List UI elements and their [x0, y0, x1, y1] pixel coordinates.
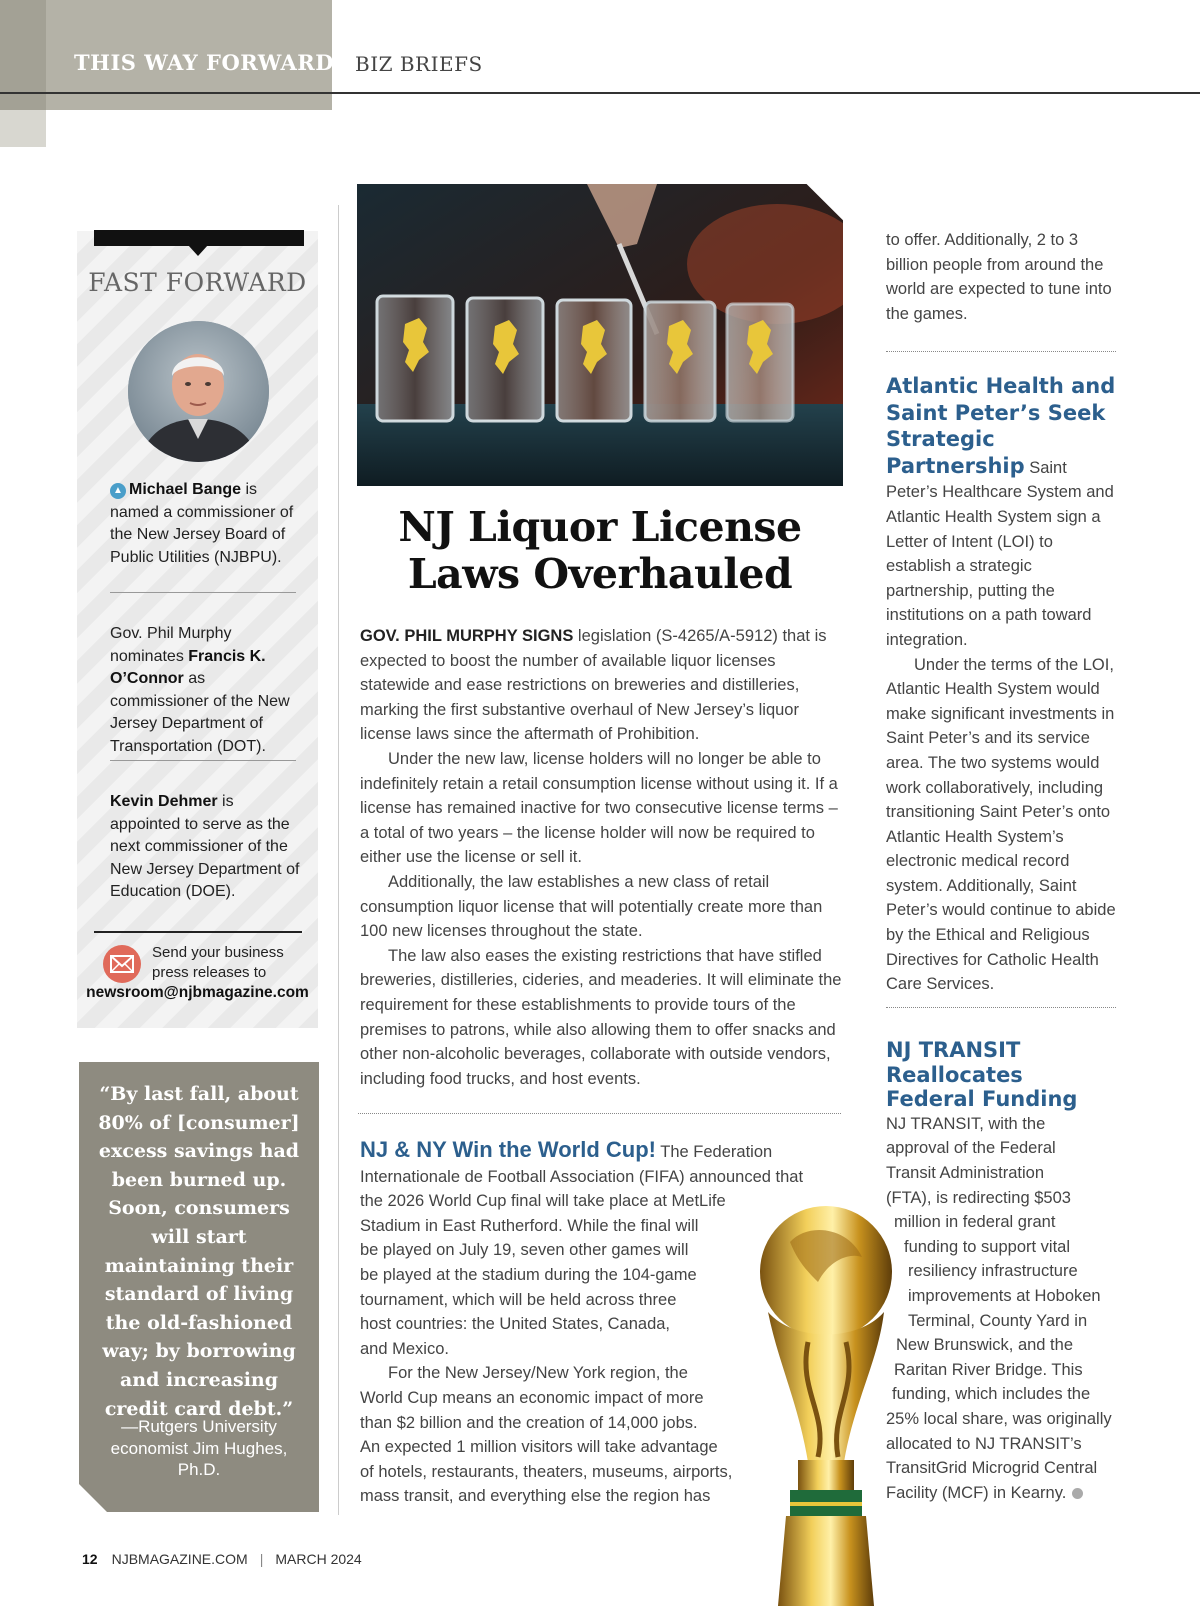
page-number: 12 — [82, 1551, 98, 1567]
transit-line-text: Facility (MCF) in Kearny. — [886, 1483, 1067, 1502]
world-cup-heading: NJ & NY Win the World Cup! — [360, 1137, 656, 1162]
header-band-tab — [0, 110, 46, 147]
world-cup-line: mass transit, and everything else the region has — [360, 1487, 711, 1506]
transit-line: Transit Administration — [886, 1163, 1045, 1182]
paragraph-text: Saint Peter’s Healthcare System and Atlantic Health System sign a Letter of Intent (LOI) to establish a strategic partnership, putting the institutions on a path toward integration. — [886, 458, 1114, 649]
appointment-prefix: Gov. Phil Murphy nominates — [110, 625, 232, 665]
atlantic-health-article — [886, 374, 1118, 997]
article-divider — [358, 1113, 841, 1114]
transit-heading: NJ TRANSIT Reallocates Federal Funding — [886, 1038, 1078, 1112]
transit-line: New Brunswick, and the — [896, 1336, 1073, 1355]
up-arrow-icon: ▲ — [110, 483, 126, 499]
transit-line — [886, 1481, 1118, 1506]
mail-icon — [103, 945, 141, 983]
issue-date: MARCH 2024 — [275, 1551, 362, 1567]
bar-photo-illustration — [357, 184, 843, 486]
world-cup-line: than $2 billion and the creation of 14,000 jobs. — [360, 1413, 698, 1432]
appointment-text: is appointed to serve as the next commissioner of the New Jersey Department of Education (DOE). — [110, 793, 300, 900]
transit-line: allocated to NJ TRANSIT’s — [886, 1434, 1082, 1453]
world-cup-line: of hotels, restaurants, theaters, museums, airports, — [360, 1462, 733, 1481]
paragraph-text: legislation (S-4265/A-5912) that is expected to boost the number of available liquor licenses statewide and ease restrictions on breweries and distilleries, marking the first substantive overhaul of New Jersey’s liquor license laws since the aftermath of Prohibition. — [360, 627, 827, 744]
fast-forward-topbar — [94, 230, 304, 246]
paragraph: to offer. Additionally, 2 to 3 billion people from around the world are expected to tune into the games. — [886, 231, 1112, 323]
shot-glasses-photo — [357, 184, 843, 486]
world-cup-line: World Cup means an economic impact of more — [360, 1388, 704, 1407]
transit-line: (FTA), is redirecting $503 — [886, 1188, 1071, 1207]
sidebar-divider — [110, 760, 296, 761]
subsection-title: BIZ BRIEFS — [355, 52, 483, 76]
transit-line: million in federal grant — [894, 1213, 1056, 1232]
page-footer — [82, 1551, 362, 1567]
nj-transit-article — [886, 1038, 1118, 1505]
fast-forward-title: FAST FORWARD — [88, 268, 307, 297]
world-cup-continuation — [886, 228, 1118, 326]
world-cup-line: Internationale de Football Association (FIFA) announced that — [360, 1167, 804, 1186]
column-rule — [338, 205, 339, 1515]
appointment-bange — [110, 479, 300, 569]
paragraph: Under the terms of the LOI, Atlantic Health System would make significant investments in Saint Peter’s and its service area. The two systems would work collaboratively, including transitioning Saint Peter’s onto Atlantic Health System’s electronic medical record system. Additionally, Saint Peter’s would continue to abide by the Ethical and Religious Directives for Catholic Health Care Services. — [886, 655, 1116, 994]
appointment-oconnor — [110, 623, 300, 758]
transit-line: Terminal, County Yard in — [908, 1311, 1088, 1330]
transit-line: funding, which includes the — [892, 1385, 1091, 1404]
appointment-dehmer — [110, 791, 300, 904]
avatar — [128, 321, 269, 462]
liquor-article-body — [360, 624, 844, 1091]
fast-forward-notch — [188, 245, 208, 256]
world-cup-line: An expected 1 million visitors will take advantage — [360, 1438, 718, 1457]
world-cup-text: The Federation — [655, 1143, 773, 1161]
world-cup-line: host countries: the United States, Canada, — [360, 1315, 671, 1334]
world-cup-line: For the New Jersey/New York region, the — [388, 1364, 688, 1383]
appointment-text: as commissioner of the New Jersey Department of Transportation (DOT). — [110, 670, 290, 755]
world-cup-line: the 2026 World Cup final will take place at MetLife — [360, 1192, 726, 1211]
newsroom-email-link[interactable]: newsroom@njbmagazine.com — [86, 984, 309, 1001]
portrait-photo — [128, 321, 269, 462]
world-cup-line: be played at the stadium during the 104-game — [360, 1265, 697, 1284]
header-rule — [0, 92, 1200, 94]
person-name: Kevin Dehmer — [110, 793, 218, 810]
paragraph: Under the new law, license holders will no longer be able to indefinitely retain a retail consumption license without using it. If a license has remained inactive for two consecutive license terms – a total of two years – the license holder will now be required to either use the license or sell it. — [360, 749, 838, 867]
transit-line: improvements at Hoboken — [908, 1286, 1101, 1305]
atlantic-heading: Atlantic Health and Saint Peter’s Seek Strategic Partnership — [886, 374, 1116, 478]
person-name: Michael Bange — [129, 481, 242, 498]
quote-attribution: —Rutgers University economist Jim Hughes, Ph.D. — [110, 1417, 288, 1479]
transit-line: NJ TRANSIT, with the — [886, 1114, 1046, 1133]
article-divider — [886, 351, 1116, 352]
sidebar-divider — [110, 592, 296, 593]
transit-line: Raritan River Bridge. This — [894, 1360, 1083, 1379]
press-release-prompt: Send your business press releases to — [152, 944, 284, 981]
world-cup-line: be played on July 19, seven other games will — [360, 1241, 689, 1260]
world-cup-line — [360, 1138, 844, 1165]
transit-line: resiliency infrastructure — [908, 1262, 1078, 1281]
paragraph — [886, 374, 1118, 653]
sidebar-divider-dark — [94, 931, 302, 933]
headline-line-1: NJ Liquor License — [398, 503, 802, 551]
world-cup-line: tournament, which will be held across three — [360, 1290, 677, 1309]
footer-separator: | — [259, 1551, 264, 1567]
paragraph: Additionally, the law establishes a new class of retail consumption liquor license that will potentially create more than 100 new licenses throughout the state. — [360, 872, 823, 941]
transit-line: TransitGrid Microgrid Central — [886, 1459, 1098, 1478]
pull-quote: “By last fall, about 80% of [consumer] excess savings had been burned up. Soon, consumers will start maintaining their standard of living the old-fashioned way; by borrowing and increasing credit card debt.” — [98, 1083, 300, 1420]
article-lead: GOV. PHIL MURPHY SIGNS — [360, 627, 574, 645]
end-of-article-icon — [1072, 1488, 1083, 1499]
world-cup-line: and Mexico. — [360, 1339, 449, 1358]
world-cup-line: Stadium in East Rutherford. While the final will — [360, 1216, 699, 1235]
transit-line: funding to support vital — [904, 1237, 1071, 1256]
headline-line-2: Laws Overhauled — [407, 550, 793, 598]
article-headline — [360, 504, 840, 598]
transit-line: approval of the Federal — [886, 1139, 1056, 1158]
paragraph — [360, 624, 844, 747]
appointment-text: is named a commissioner of the New Jersey Board of Public Utilities (NJBPU). — [110, 481, 294, 566]
transit-line: 25% local share, was originally — [886, 1409, 1112, 1428]
article-divider — [886, 1007, 1116, 1008]
site-name: NJBMAGAZINE.COM — [111, 1551, 248, 1567]
person-name: Francis K. O’Connor — [110, 647, 266, 687]
paragraph: The law also eases the existing restrictions that have stifled breweries, distilleries, cideries, and meaderies. It will eliminate the requirement for these establishments to provide tours of the premises to patrons, while also allowing them to offer snacks and other non-alcoholic beverages, collaborate with outside vendors, including food trucks, and host events. — [360, 946, 842, 1088]
section-title: THIS WAY FORWARD — [74, 50, 334, 75]
